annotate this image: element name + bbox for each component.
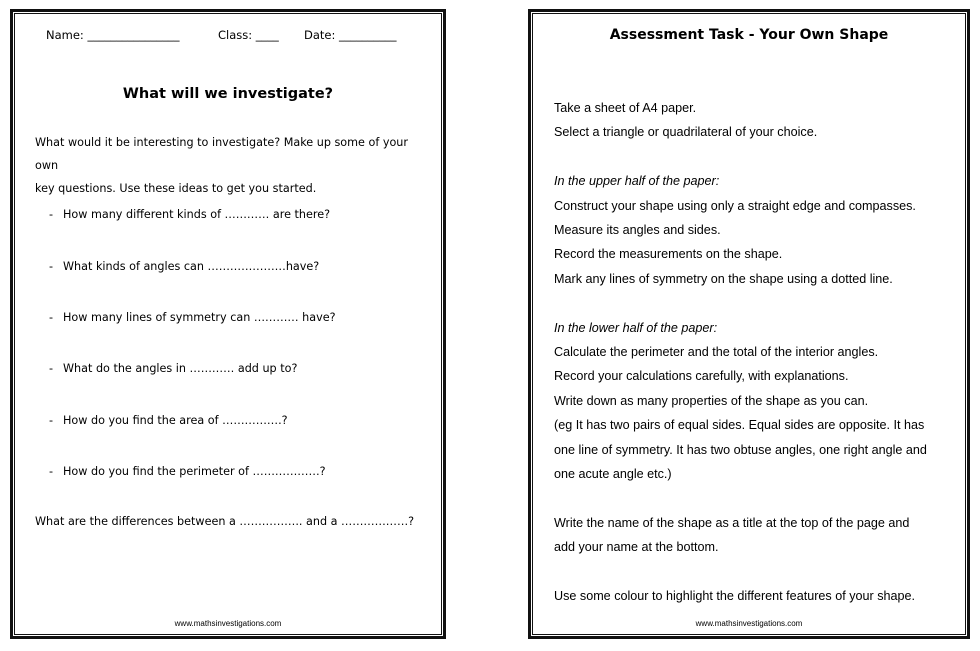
- instruction-line: (eg It has two pairs of equal sides. Equal sides are opposite. It has: [554, 418, 925, 433]
- question-text: What do the angles in ………… add up to?: [63, 362, 298, 375]
- worksheet-intro: [35, 131, 430, 200]
- name-field-label: Name: ________________: [46, 28, 180, 42]
- instruction-line: one acute angle etc.): [554, 467, 672, 482]
- question-item: - How many lines of symmetry can ………… have?: [49, 311, 336, 324]
- intro-line: What would it be interesting to investigate? Make up some of your own: [35, 136, 408, 172]
- question-text: How do you find the perimeter of ………………?: [63, 465, 326, 478]
- instruction-line: Measure its angles and sides.: [554, 223, 721, 238]
- worksheet-page: [10, 9, 446, 639]
- instruction-line: Take a sheet of A4 paper.: [554, 101, 697, 115]
- question-text: How many lines of symmetry can ………… have?: [63, 311, 336, 324]
- section-heading-lower: In the lower half of the paper:: [554, 320, 718, 335]
- intro-line: key questions. Use these ideas to get you started.: [35, 182, 317, 195]
- task-title: Assessment Task - Your Own Shape: [609, 27, 889, 43]
- question-text: How many different kinds of ………… are there?: [63, 208, 331, 221]
- assessment-task-page: [528, 9, 970, 639]
- website-footer: www.mathsinvestigations.com: [695, 619, 803, 628]
- question-item: - What do the angles in ………… add up to?: [49, 362, 298, 375]
- instruction-line: Mark any lines of symmetry on the shape using a dotted line.: [554, 271, 893, 286]
- closing-question: What are the differences between a …………….. and a ………………?: [35, 515, 415, 528]
- instruction-line: Construct your shape using only a straight edge and compasses.: [554, 198, 916, 213]
- class-field-label: Class: ____: [218, 28, 279, 42]
- instruction-line: Calculate the perimeter and the total of the interior angles.: [554, 345, 879, 360]
- instruction-line: Use some colour to highlight the different features of your shape.: [554, 589, 916, 604]
- instruction-line: Write the name of the shape as a title at the top of the page and: [554, 515, 910, 530]
- question-text: How do you find the area of …………….?: [63, 414, 288, 427]
- instruction-line: one line of symmetry. It has two obtuse angles, one right angle and: [554, 442, 927, 457]
- question-text: What kinds of angles can …………………have?: [63, 260, 320, 273]
- question-item: - How do you find the area of …………….?: [49, 414, 288, 427]
- instruction-line: Select a triangle or quadrilateral of your choice.: [554, 125, 818, 140]
- worksheet-title: What will we investigate?: [122, 86, 334, 102]
- date-field-label: Date: __________: [304, 28, 397, 42]
- instruction-line: Write down as many properties of the shape as you can.: [554, 393, 869, 408]
- task-instructions: [554, 96, 954, 608]
- question-item: - How do you find the perimeter of ………………?: [49, 465, 326, 478]
- website-footer: www.mathsinvestigations.com: [174, 619, 282, 628]
- worksheet-header: [46, 28, 423, 42]
- section-heading-upper: In the upper half of the paper:: [554, 174, 720, 189]
- instruction-line: Record the measurements on the shape.: [554, 247, 783, 262]
- question-item: - How many different kinds of ………… are there?: [49, 208, 331, 221]
- instruction-line: add your name at the bottom.: [554, 540, 719, 555]
- instruction-line: Record your calculations carefully, with explanations.: [554, 369, 849, 384]
- question-item: - What kinds of angles can …………………have?: [49, 260, 320, 273]
